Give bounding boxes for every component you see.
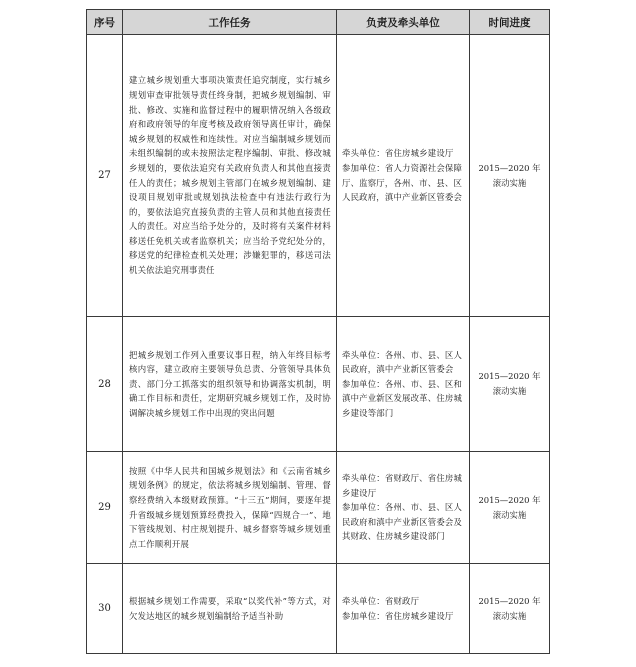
time-note: 滚动实施 [492, 610, 527, 621]
row-task: 根据城乡规划工作需要，采取“以奖代补”等方式，对欠发达地区的城乡规划编制给予适当补助 [123, 564, 337, 654]
time-range: 2015—2020 年 [478, 595, 541, 606]
work-task-table [86, 9, 550, 654]
row-time [470, 317, 550, 452]
time-range: 2015—2020 年 [478, 371, 541, 382]
time-range: 2015—2020 年 [478, 162, 541, 173]
header-task: 工作任务 [123, 10, 337, 35]
lead-unit: 牵头单位：各州、市、县、区人民政府，滇中产业新区管委会 [342, 349, 463, 375]
row-responsible [337, 564, 470, 654]
time-note: 滚动实施 [492, 509, 527, 520]
lead-unit: 牵头单位：省财政厅 [342, 595, 420, 606]
time-note: 滚动实施 [492, 177, 527, 188]
participating-units: 参加单位：各州、市、县、区和滇中产业新区发展改革、住房城乡建设等部门 [342, 378, 463, 418]
header-responsible: 负责及牵头单位 [337, 10, 470, 35]
row-task: 按照《中华人民共和国城乡规划法》和《云南省城乡规划条例》的规定，依法将城乡规划编制、管理、督察经费纳入本级财政预算。“十三五”期间，要逐年提升省级城乡规划预算经费投入，保障“四规合一”、地下管线规划、村庄规划提升、城乡督察等城乡规划重点工作顺利开展 [123, 452, 337, 564]
row-time [470, 452, 550, 564]
table-row [87, 452, 550, 564]
table-row [87, 564, 550, 654]
table-row [87, 35, 550, 317]
table-row [87, 317, 550, 452]
participating-units: 参加单位：省住房城乡建设厅 [342, 610, 454, 621]
participating-units: 参加单位：省人力资源社会保障厅、监察厅，各州、市、县、区人民政府，滇中产业新区管委会 [342, 162, 463, 203]
row-time [470, 35, 550, 317]
row-no: 27 [87, 35, 123, 317]
row-task: 把城乡规划工作列入重要议事日程，纳入年终目标考核内容，建立政府主要领导负总责、分管领导具体负责、部门分工抓落实的组织领导和协调落实机制，明确工作目标和责任，定期研究城乡规划工作，及时协调解决城乡规划工作中出现的突出问题 [123, 317, 337, 452]
time-range: 2015—2020 年 [478, 494, 541, 505]
row-no: 28 [87, 317, 123, 452]
participating-units: 参加单位：各州、市、县、区人民政府和滇中产业新区管委会及其财政、住房城乡建设部门 [342, 502, 463, 542]
header-time: 时间进度 [470, 10, 550, 35]
time-note: 滚动实施 [492, 386, 527, 396]
row-time [470, 564, 550, 654]
header-no: 序号 [87, 10, 123, 35]
row-no: 30 [87, 564, 123, 654]
row-responsible [337, 452, 470, 564]
lead-unit: 牵头单位：省财政厅、省住房城乡建设厅 [342, 473, 463, 498]
lead-unit: 牵头单位：省住房城乡建设厅 [342, 148, 454, 159]
row-responsible [337, 35, 470, 317]
table-header-row [87, 10, 550, 35]
row-no: 29 [87, 452, 123, 564]
row-responsible [337, 317, 470, 452]
row-task: 建立城乡规划重大事项决策责任追究制度，实行城乡规划审查审批领导责任终身制，把城乡规划编制、审批、修改、实施和监督过程中的履职情况纳入各级政府和政府领导的年度考核及政府领导离任审计，确保城乡规划的权威性和连续性。对应当编制城乡规划而未组织编制的或未按照法定程序编制、审批、修改城乡规划的，要依法追究有关政府负责人和其他直接责任人的责任；城乡规划主管部门在城乡规划编制、建设项目规划审批或规划执法检查中有违法行政行为的，要依法追究直接负责的主管人员和其他直接责任人的责任。对应当给予处分的，及时将有关案件材料移送任免机关或者监察机关；应当给予党纪处分的，移送党的纪律检查机关处理；涉嫌犯罪的，移送司法机关依法追究刑事责任 [123, 35, 337, 317]
